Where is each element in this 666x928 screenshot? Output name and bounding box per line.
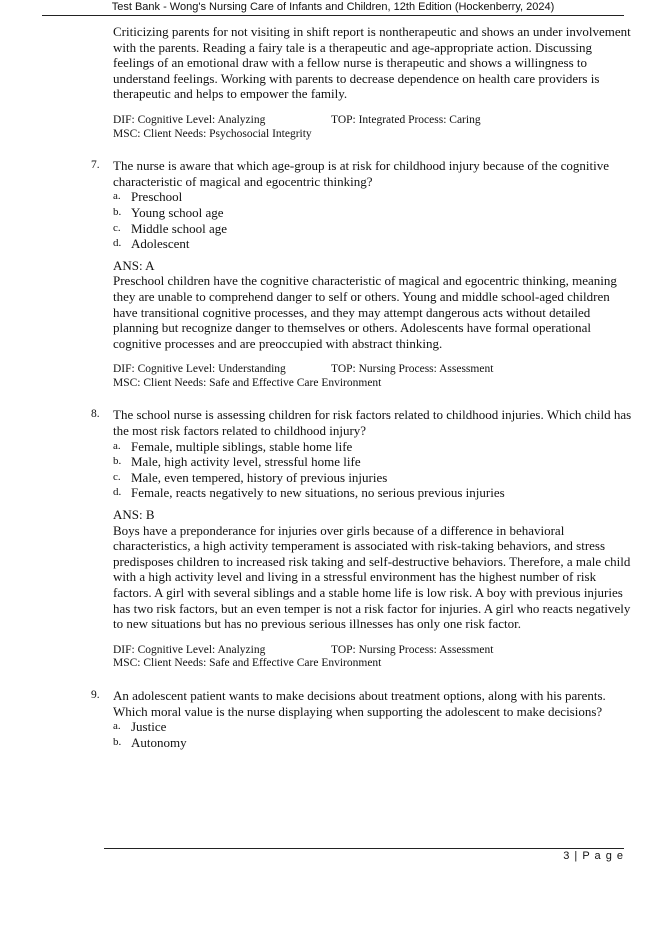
option-letter: c. (113, 221, 121, 234)
question-stem: An adolescent patient wants to make decisions about treatment options, along with his parents. Which moral value is the nurse displaying when supporting the adolescent to make decisions? (113, 687, 606, 719)
option-letter: a. (113, 190, 121, 203)
option-text: Young school age (131, 204, 224, 220)
answer-rationale: Boys have a preponderance for injuries over girls because of a difference in behavioral characteristics, a high activity temperament is associated with risk-taking behaviors, and stress predisposes children to increased risk taking and self-destructive behaviors. Therefore, a male child with a high activity level and living in a stressful environment has the highest number of risk factors. A girl with several siblings and a stable home life is low risk. A boy with previous injuries has two risk factors, but an even temper is not a risk factor for injuries. A girl who reacts negatively to new situations but has no previous serious illnesses has only one risk factor. (113, 522, 631, 632)
option-letter: d. (113, 237, 122, 250)
footer-divider (104, 848, 624, 849)
option-a (113, 189, 666, 205)
intro-rationale: Criticizing parents for not visiting in shift report is nontherapeutic and shows an under involvement with the parents. Reading a fairy tale is a therapeutic and age-appropriate action. Discussing feelings of an emotional draw with a fellow nurse is therapeutic and shows a willingness to understand feelings. Working with parents to decrease dependence on health care providers is therapeutic and helps to empower the family. (113, 24, 631, 102)
answer-label: ANS: A (113, 257, 155, 273)
option-c (113, 470, 666, 486)
option-b (113, 454, 666, 470)
msc-label: MSC: Client Needs: Safe and Effective Care Environment (113, 657, 382, 670)
answer-label: ANS: B (113, 507, 155, 523)
question-8-metadata (113, 644, 633, 671)
question-7 (91, 158, 633, 189)
option-text: Adolescent (131, 236, 190, 252)
option-letter: a. (113, 720, 121, 733)
option-text: Male, even tempered, history of previous injuries (131, 469, 388, 485)
option-text: Preschool (131, 189, 183, 205)
intro-metadata (113, 114, 633, 141)
option-text: Female, multiple siblings, stable home life (131, 438, 353, 454)
msc-label: MSC: Client Needs: Psychosocial Integrity (113, 127, 312, 140)
option-letter: b. (113, 735, 122, 748)
dif-label: DIF: Cognitive Level: Analyzing (113, 113, 266, 126)
header-divider (42, 15, 624, 16)
page-header: Test Bank - Wong's Nursing Care of Infants and Children, 12th Edition (Hockenberry, 2024) (111, 1, 555, 13)
top-label: TOP: Integrated Process: Caring (331, 113, 481, 126)
option-text: Autonomy (131, 734, 187, 750)
option-text: Middle school age (131, 220, 228, 236)
dif-label: DIF: Cognitive Level: Understanding (113, 363, 286, 376)
option-text: Male, high activity level, stressful home life (131, 454, 361, 470)
option-letter: d. (113, 486, 122, 499)
dif-label: DIF: Cognitive Level: Analyzing (113, 643, 266, 656)
question-number: 9. (91, 688, 100, 701)
question-stem: The school nurse is assessing children for risk factors related to childhood injuries. Which child has the most risk factors related to childhood injury? (113, 407, 632, 439)
msc-label: MSC: Client Needs: Safe and Effective Care Environment (113, 376, 382, 389)
option-c (113, 221, 666, 237)
option-text: Justice (131, 719, 167, 735)
question-7-metadata (113, 363, 633, 390)
page-content (0, 24, 666, 750)
option-d (113, 485, 666, 501)
option-a (113, 439, 666, 455)
option-letter: c. (113, 470, 121, 483)
question-7-options (113, 189, 666, 251)
option-d (113, 236, 666, 252)
option-b (113, 205, 666, 221)
top-label: TOP: Nursing Process: Assessment (331, 643, 494, 656)
option-letter: b. (113, 205, 122, 218)
question-8-options (113, 439, 666, 501)
option-letter: b. (113, 455, 122, 468)
question-stem: The nurse is aware that which age-group is at risk for childhood injury because of the cognitive characteristic of magical and egocentric thinking? (113, 158, 610, 189)
page-number: 3 | P a g e (563, 850, 624, 862)
question-9-options (113, 719, 666, 750)
question-9 (91, 687, 633, 719)
option-text: Female, reacts negatively to new situations, no serious previous injuries (131, 485, 505, 501)
answer-rationale: Preschool children have the cognitive characteristic of magical and egocentric thinking, meaning they are unable to comprehend danger to self or others. Young and middle school-aged children have transitional cognitive processes, and they may attempt dangerous acts without detailed planning but recognize danger to themselves or others. Adolescents have formal operational cognitive processes and are preoccupied with abstract thinking. (113, 273, 617, 351)
question-number: 7. (91, 159, 100, 172)
option-b (113, 735, 666, 751)
option-a (113, 719, 666, 735)
option-letter: a. (113, 439, 121, 452)
top-label: TOP: Nursing Process: Assessment (331, 363, 494, 376)
question-number: 8. (91, 408, 100, 421)
question-8 (91, 407, 633, 439)
